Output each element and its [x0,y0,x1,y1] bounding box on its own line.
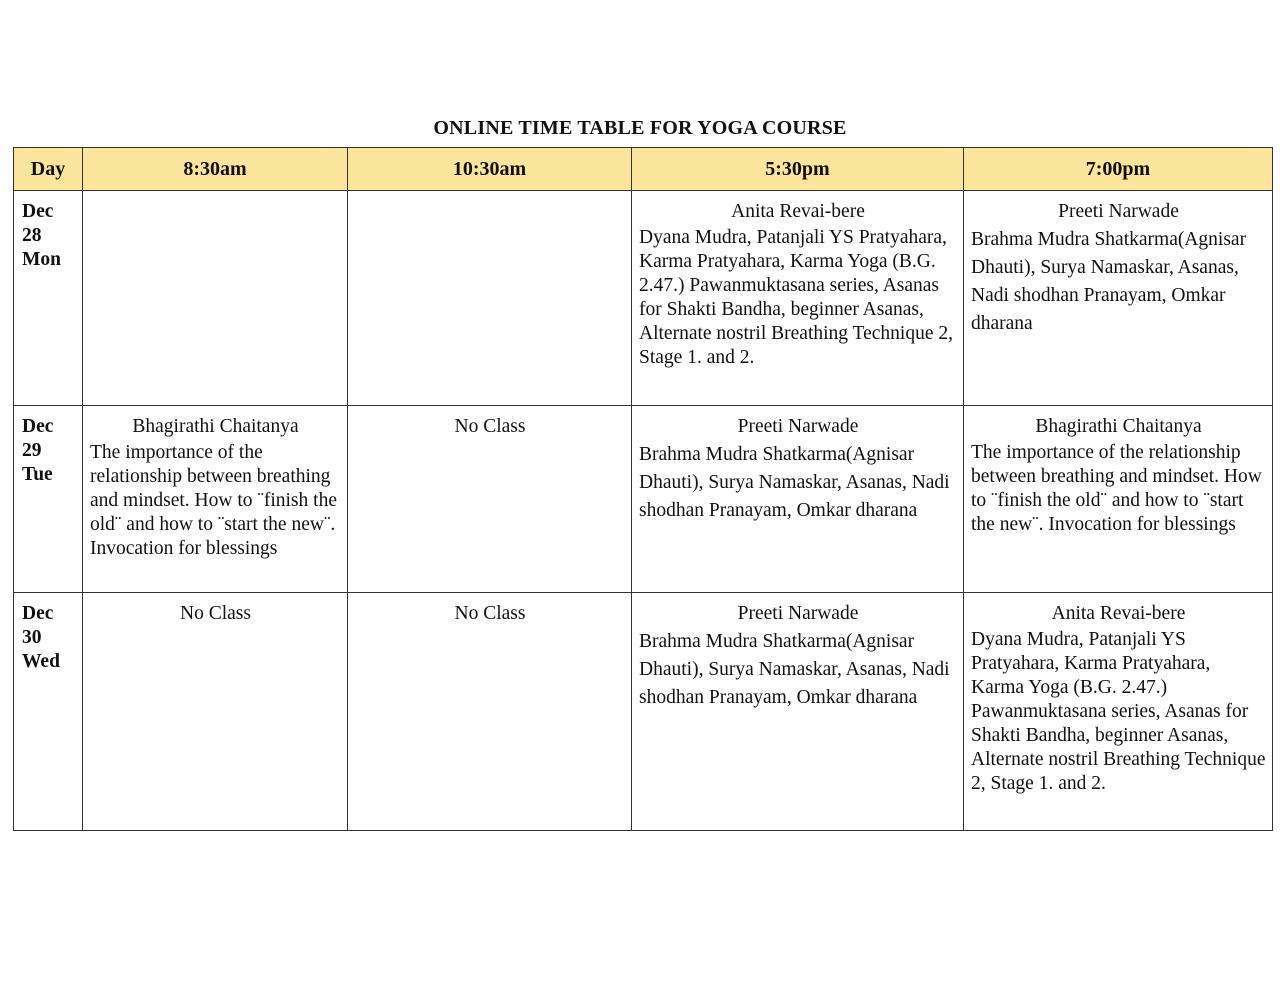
session-topic: The importance of the relationship between breathing and mindset. How to ¨finish the old¨ and how to ¨start the new¨. Invocation for blessings [971,442,1262,535]
session-topic: Brahma Mudra Shatkarma(Agnisar Dhauti), Surya Namaskar, Asanas, Nadi shodhan Pranayam, Omkar dharana [639,444,950,521]
no-class-cell [348,406,632,593]
no-class-label: No Class [180,603,251,624]
table-row [14,593,1273,831]
day-month: Dec [22,201,54,222]
day-weekday: Tue [22,464,53,485]
header-day: Day [14,148,83,191]
header-slot-0830: 8:30am [83,148,348,191]
no-class-cell [348,593,632,831]
session-teacher: Bhagirathi Chaitanya [132,416,299,437]
session-cell [632,191,964,406]
day-weekday: Mon [22,249,61,270]
session-teacher: Preeti Narwade [737,603,859,624]
no-class-label: No Class [454,603,526,624]
session-teacher: Preeti Narwade [737,416,859,437]
no-class-cell [83,593,348,831]
day-date: 28 [22,225,42,246]
day-cell [14,593,83,831]
session-cell [632,406,964,593]
session-topic: Brahma Mudra Shatkarma(Agnisar Dhauti), Surya Namaskar, Asanas, Nadi shodhan Pranayam, Omkar dharana [971,229,1247,334]
no-class-label: No Class [454,416,526,437]
day-date: 29 [22,440,42,461]
day-weekday: Wed [22,651,60,672]
session-cell [83,406,348,593]
header-slot-1030: 10:30am [348,148,632,191]
table-row [14,406,1273,593]
table-row [14,191,1273,406]
header-slot-1900: 7:00pm [964,148,1273,191]
session-topic: Dyana Mudra, Patanjali YS Pratyahara, Karma Pratyahara, Karma Yoga (B.G. 2.47.) Pawanmuktasana series, Asanas for Shakti Bandha, beginner Asanas, Alternate nostril Breathing Technique 2, Stage 1. and 2. [971,629,1266,794]
session-cell [964,191,1273,406]
session-cell [632,593,964,831]
session-cell [964,406,1273,593]
header-row [14,148,1273,191]
empty-cell [348,191,632,406]
header-slot-1730: 5:30pm [632,148,964,191]
session-topic: Dyana Mudra, Patanjali YS Pratyahara, Karma Pratyahara, Karma Yoga (B.G. 2.47.) Pawanmuktasana series, Asanas for Shakti Bandha, beginner Asanas, Alternate nostril Breathing Technique 2, Stage 1. and 2. [639,227,953,368]
page-title: ONLINE TIME TABLE FOR YOGA COURSE [433,117,847,139]
day-month: Dec [22,416,54,437]
session-teacher: Anita Revai-bere [1051,603,1186,624]
session-teacher: Preeti Narwade [1058,201,1179,222]
session-cell [964,593,1273,831]
session-teacher: Anita Revai-bere [731,201,865,222]
timetable [13,147,1273,831]
day-cell [14,191,83,406]
day-month: Dec [22,603,54,624]
day-cell [14,406,83,593]
day-date: 30 [22,627,42,648]
session-topic: Brahma Mudra Shatkarma(Agnisar Dhauti), Surya Namaskar, Asanas, Nadi shodhan Pranayam, Omkar dharana [639,631,950,708]
session-topic: The importance of the relationship between breathing and mindset. How to ¨finish the old¨ and how to ¨start the new¨. Invocation for blessings [90,442,337,559]
empty-cell [83,191,348,406]
session-teacher: Bhagirathi Chaitanya [1035,416,1202,437]
